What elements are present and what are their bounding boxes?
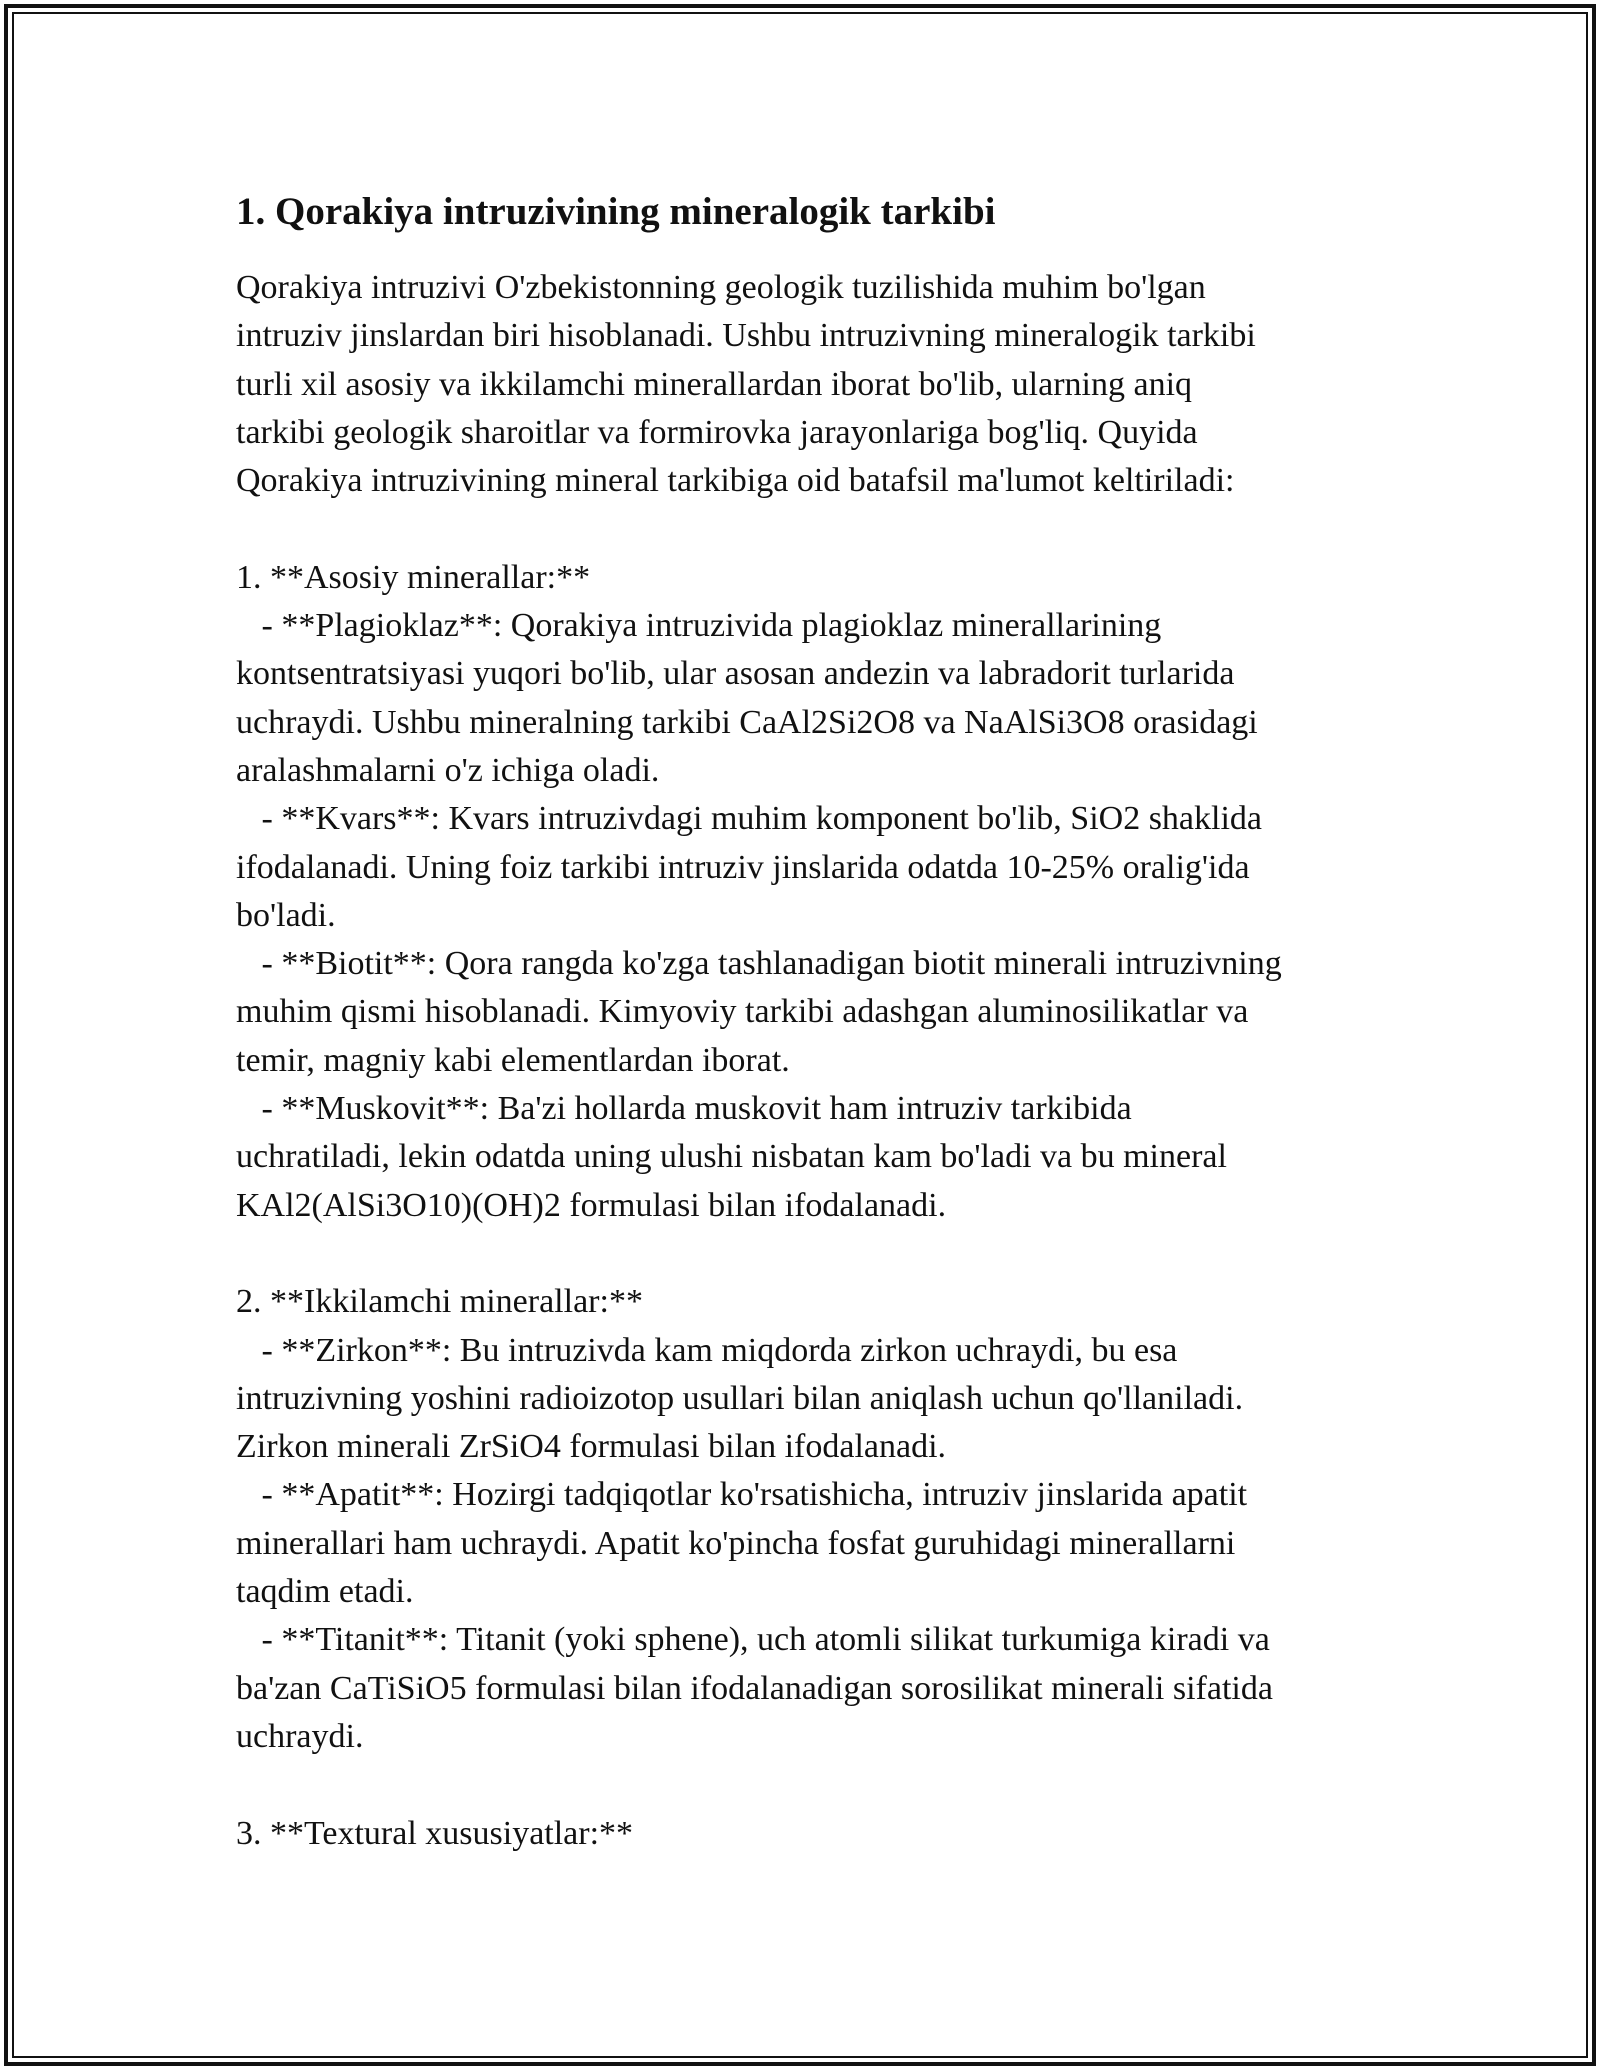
text-line: intruziv jinslardan biri hisoblanadi. Ushbu intruzivning mineralogik tarkibi: [236, 317, 1256, 355]
blank-line: [236, 1761, 1376, 1809]
document-page: [236, 186, 1376, 1858]
text-line: uchraydi.: [236, 1717, 364, 1755]
section-heading-asosiy: 1. **Asosiy minerallar:**: [236, 558, 591, 596]
list-item-titanit: - **Titanit**: Titanit (yoki sphene), uch atomli silikat turkumiga kiradi va: [236, 1621, 1270, 1659]
text-line: ifodalanadi. Uning foiz tarkibi intruziv jinslarida odatda 10-25% oralig'ida: [236, 848, 1250, 886]
text-line: minerallari ham uchraydi. Apatit ko'pincha fosfat guruhidagi minerallarni: [236, 1524, 1236, 1562]
list-item-kvars: - **Kvars**: Kvars intruzivdagi muhim komponent bo'lib, SiO2 shaklida: [236, 800, 1263, 838]
text-line: Qorakiya intruzivining mineral tarkibiga oid batafsil ma'lumot keltiriladi:: [236, 462, 1235, 500]
text-line: ba'zan CaTiSiO5 formulasi bilan ifodalanadigan sorosilikat minerali sifatida: [236, 1669, 1273, 1707]
document-body: [236, 264, 1376, 1858]
blank-line: [236, 1230, 1376, 1278]
section-heading-ikkilamchi: 2. **Ikkilamchi minerallar:**: [236, 1283, 643, 1321]
text-line: kontsentratsiyasi yuqori bo'lib, ular asosan andezin va labradorit turlarida: [236, 655, 1235, 693]
list-item-biotit: - **Biotit**: Qora rangda ko'zga tashlanadigan biotit minerali intruzivning: [236, 945, 1282, 983]
text-line: uchraydi. Ushbu mineralning tarkibi CaAl2Si2O8 va NaAlSi3O8 orasidagi: [236, 703, 1258, 741]
document-title: 1. Qorakiya intruzivining mineralogik tarkibi: [236, 190, 996, 233]
text-line: intruzivning yoshini radioizotop usullari bilan aniqlash uchun qo'llaniladi.: [236, 1379, 1244, 1417]
text-line: taqdim etadi.: [236, 1573, 414, 1611]
section-heading-textural: 3. **Textural xususiyatlar:**: [236, 1814, 634, 1852]
text-line: Zirkon minerali ZrSiO4 formulasi bilan ifodalanadi.: [236, 1428, 947, 1466]
text-line: KAl2(AlSi3O10)(OH)2 formulasi bilan ifodalanadi.: [236, 1186, 947, 1224]
text-line: uchratiladi, lekin odatda uning ulushi nisbatan kam bo'ladi va bu mineral: [236, 1138, 1227, 1176]
list-item-zirkon: - **Zirkon**: Bu intruzivda kam miqdorda zirkon uchraydi, bu esa: [236, 1331, 1178, 1369]
blank-line: [236, 505, 1376, 553]
text-line: temir, magniy kabi elementlardan iborat.: [236, 1041, 790, 1079]
list-item-plagioklaz: - **Plagioklaz**: Qorakiya intruzivida plagioklaz minerallarining: [236, 607, 1162, 645]
text-line: muhim qismi hisoblanadi. Kimyoviy tarkibi adashgan aluminosilikatlar va: [236, 993, 1249, 1031]
text-line: aralashmalarni o'z ichiga oladi.: [236, 751, 660, 789]
text-line: Qorakiya intruzivi O'zbekistonning geologik tuzilishida muhim bo'lgan: [236, 269, 1206, 306]
text-line: tarkibi geologik sharoitlar va formirovka jarayonlariga bog'liq. Quyida: [236, 413, 1198, 451]
list-item-apatit: - **Apatit**: Hozirgi tadqiqotlar ko'rsatishicha, intruziv jinslarida apatit: [236, 1476, 1248, 1514]
text-line: turli xil asosiy va ikkilamchi minerallardan iborat bo'lib, ularning aniq: [236, 365, 1193, 403]
text-line: bo'ladi.: [236, 896, 336, 934]
list-item-muskovit: - **Muskovit**: Ba'zi hollarda muskovit ham intruziv tarkibida: [236, 1090, 1132, 1128]
